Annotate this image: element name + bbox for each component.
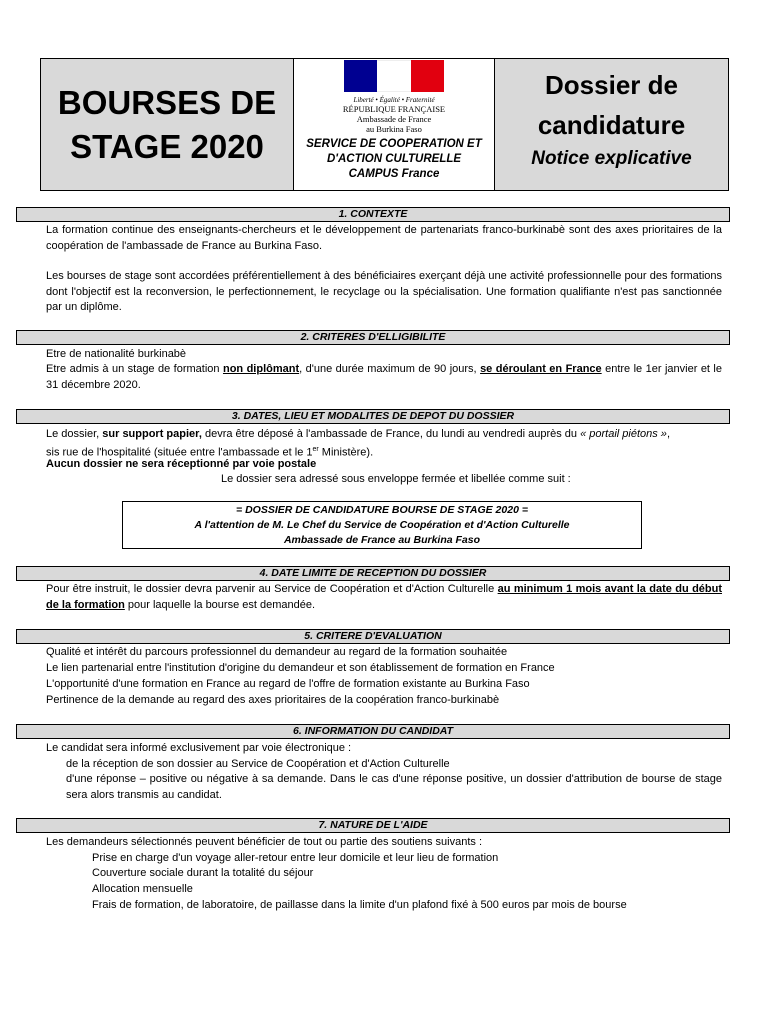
- address-line2: A l'attention de M. Le Chef du Service de Coopération et d'Action Culturelle: [194, 519, 570, 531]
- date-limite-paragraph: [46, 582, 722, 613]
- nature-aide-item-2: Couverture sociale durant la totalité du séjour: [92, 867, 314, 879]
- eligibilite-text-e: entre le 1er janvier et le 31 décembre 2020.: [46, 363, 722, 391]
- eligibilite-emphasis-non-diplomant: non diplômant: [222, 363, 300, 375]
- service-line3: CAMPUS France: [348, 168, 440, 180]
- section-heading-information: 6. INFORMATION DU CANDIDAT: [16, 724, 730, 739]
- service-line2: D'ACTION CULTURELLE: [326, 153, 462, 165]
- flag-white-band: [377, 60, 410, 92]
- eligibilite-emphasis-france: se déroulant en France: [480, 363, 602, 375]
- program-title-line2: STAGE 2020: [70, 127, 264, 165]
- header-logo-cell: [294, 59, 495, 190]
- embassy-line1: Ambassade de France: [356, 114, 432, 124]
- section-heading-depot: 3. DATES, LIEU ET MODALITES DE DEPOT DU DOSSIER: [16, 409, 730, 424]
- nature-aide-item-4: Frais de formation, de laboratoire, de paillasse dans la limite d'un plafond fixé à 500 euros par mois de bourse: [92, 899, 627, 911]
- date-limite-emphasis: au minimum 1 mois avant la date du début de la formation: [46, 583, 723, 611]
- address-box: [122, 501, 642, 549]
- dossier-title-line1: Dossier de: [545, 70, 678, 100]
- flag-red-band: [411, 60, 444, 92]
- embassy-line2: au Burkina Faso: [366, 124, 422, 134]
- marianne-logo: [344, 60, 444, 92]
- service-line1: SERVICE DE COOPERATION ET: [306, 138, 482, 150]
- depot-emphasis-support-papier: sur support papier,: [102, 428, 202, 440]
- contexte-paragraph-1: La formation continue des enseignants-chercheurs et le développement de partenariats franco-burkinabè sont des axes prioritaires de la coopération de l'ambassade de France au Burkina Faso.: [46, 224, 722, 252]
- eligibilite-item-1: Etre de nationalité burkinabè: [46, 348, 187, 360]
- section-heading-date-limite: 4. DATE LIMITE DE RECEPTION DU DOSSIER: [16, 566, 730, 581]
- section-heading-eligibilite: 2. CRITERES D'ELLIGIBILITE: [16, 330, 730, 345]
- section-heading-contexte: 1. CONTEXTE: [16, 207, 730, 222]
- nature-aide-intro: Les demandeurs sélectionnés peuvent bénéficier de tout ou partie des soutiens suivants :: [46, 836, 482, 848]
- evaluation-item-3: L'opportunité d'une formation en France au regard de l'offre de formation existante au Burkina Faso: [46, 678, 530, 690]
- depot-text-a: Le dossier,: [46, 428, 103, 440]
- dossier-subtitle: Notice explicative: [531, 148, 692, 169]
- depot-warning: Aucun dossier ne sera réceptionné par voie postale: [46, 458, 317, 470]
- section-heading-evaluation: 5. CRITERE D'EVALUATION: [16, 629, 730, 644]
- program-title-line1: BOURSES DE: [57, 83, 277, 121]
- information-item-1: de la réception de son dossier au Service de Coopération et d'Action Culturelle: [66, 758, 450, 770]
- address-line1: = DOSSIER DE CANDIDATURE BOURSE DE STAGE 2020 =: [236, 504, 528, 516]
- service-name: [294, 137, 494, 182]
- date-limite-text-c: pour laquelle la bourse est demandée.: [124, 598, 316, 611]
- depot-text-c: devra être déposé à l'ambassade de France, du lundi au vendredi auprès du: [201, 428, 581, 440]
- header-right-cell: [495, 59, 728, 190]
- information-item-2: d'une réponse – positive ou négative à sa demande. Dans le cas d'une réponse positive, un dossier d'attribution de bourse de stage sera alors transmis au candidat.: [66, 773, 722, 801]
- depot-portail-pietons: « portail piétons »: [580, 428, 667, 440]
- dossier-title-line2: candidature: [537, 110, 686, 140]
- republic-name: RÉPUBLIQUE FRANÇAISE: [342, 104, 446, 114]
- header-left-cell: [41, 59, 294, 190]
- republic-motto: Liberté • Égalité • Fraternité: [353, 96, 435, 104]
- depot-text-2b: Ministère).: [318, 446, 374, 459]
- depot-text-2a: sis rue de l'hospitalité (située entre l'ambassade et le 1: [46, 446, 313, 459]
- nature-aide-item-3: Allocation mensuelle: [92, 883, 193, 895]
- evaluation-item-4: Pertinence de la demande au regard des axes prioritaires de la coopération franco-burkinabè: [46, 694, 500, 706]
- address-line3: Ambassade de France au Burkina Faso: [283, 534, 481, 546]
- section-heading-nature-aide: 7. NATURE DE L'AIDE: [16, 818, 730, 833]
- depot-text-e: ,: [666, 428, 670, 440]
- contexte-paragraph-2: Les bourses de stage sont accordées préférentiellement à des bénéficiaires exerçant déjà une activité professionnelle pour des formations dont l'objectif est la reconversion, le perfectionnement, le recyclage ou la spécialisation. Une formation qualifiante n'est pas sanctionnée par un diplôme.: [46, 270, 722, 313]
- information-intro: Le candidat sera informé exclusivement par voie électronique :: [46, 742, 352, 754]
- evaluation-item-1: Qualité et intérêt du parcours professionnel du demandeur au regard de la formation souhaitée: [46, 646, 508, 658]
- eligibilite-item-2: [46, 362, 722, 393]
- evaluation-item-2: Le lien partenarial entre l'institution d'origine du demandeur et son établissement de formation en France: [46, 662, 555, 674]
- depot-instruction: Le dossier sera adressé sous enveloppe fermée et libellée comme suit :: [221, 473, 571, 485]
- depot-superscript: er: [312, 446, 319, 453]
- depot-line-1: [46, 427, 722, 443]
- header-table: [40, 58, 729, 191]
- eligibilite-text-a: Etre admis à un stage de formation: [46, 363, 223, 375]
- flag-blue-band: [344, 60, 377, 92]
- date-limite-text-a: Pour être instruit, le dossier devra parvenir au Service de Coopération et d'Action Culturelle: [46, 583, 498, 595]
- eligibilite-text-c: , d'une durée maximum de 90 jours,: [299, 363, 481, 375]
- nature-aide-item-1: Prise en charge d'un voyage aller-retour entre leur domicile et leur lieu de formation: [92, 852, 499, 864]
